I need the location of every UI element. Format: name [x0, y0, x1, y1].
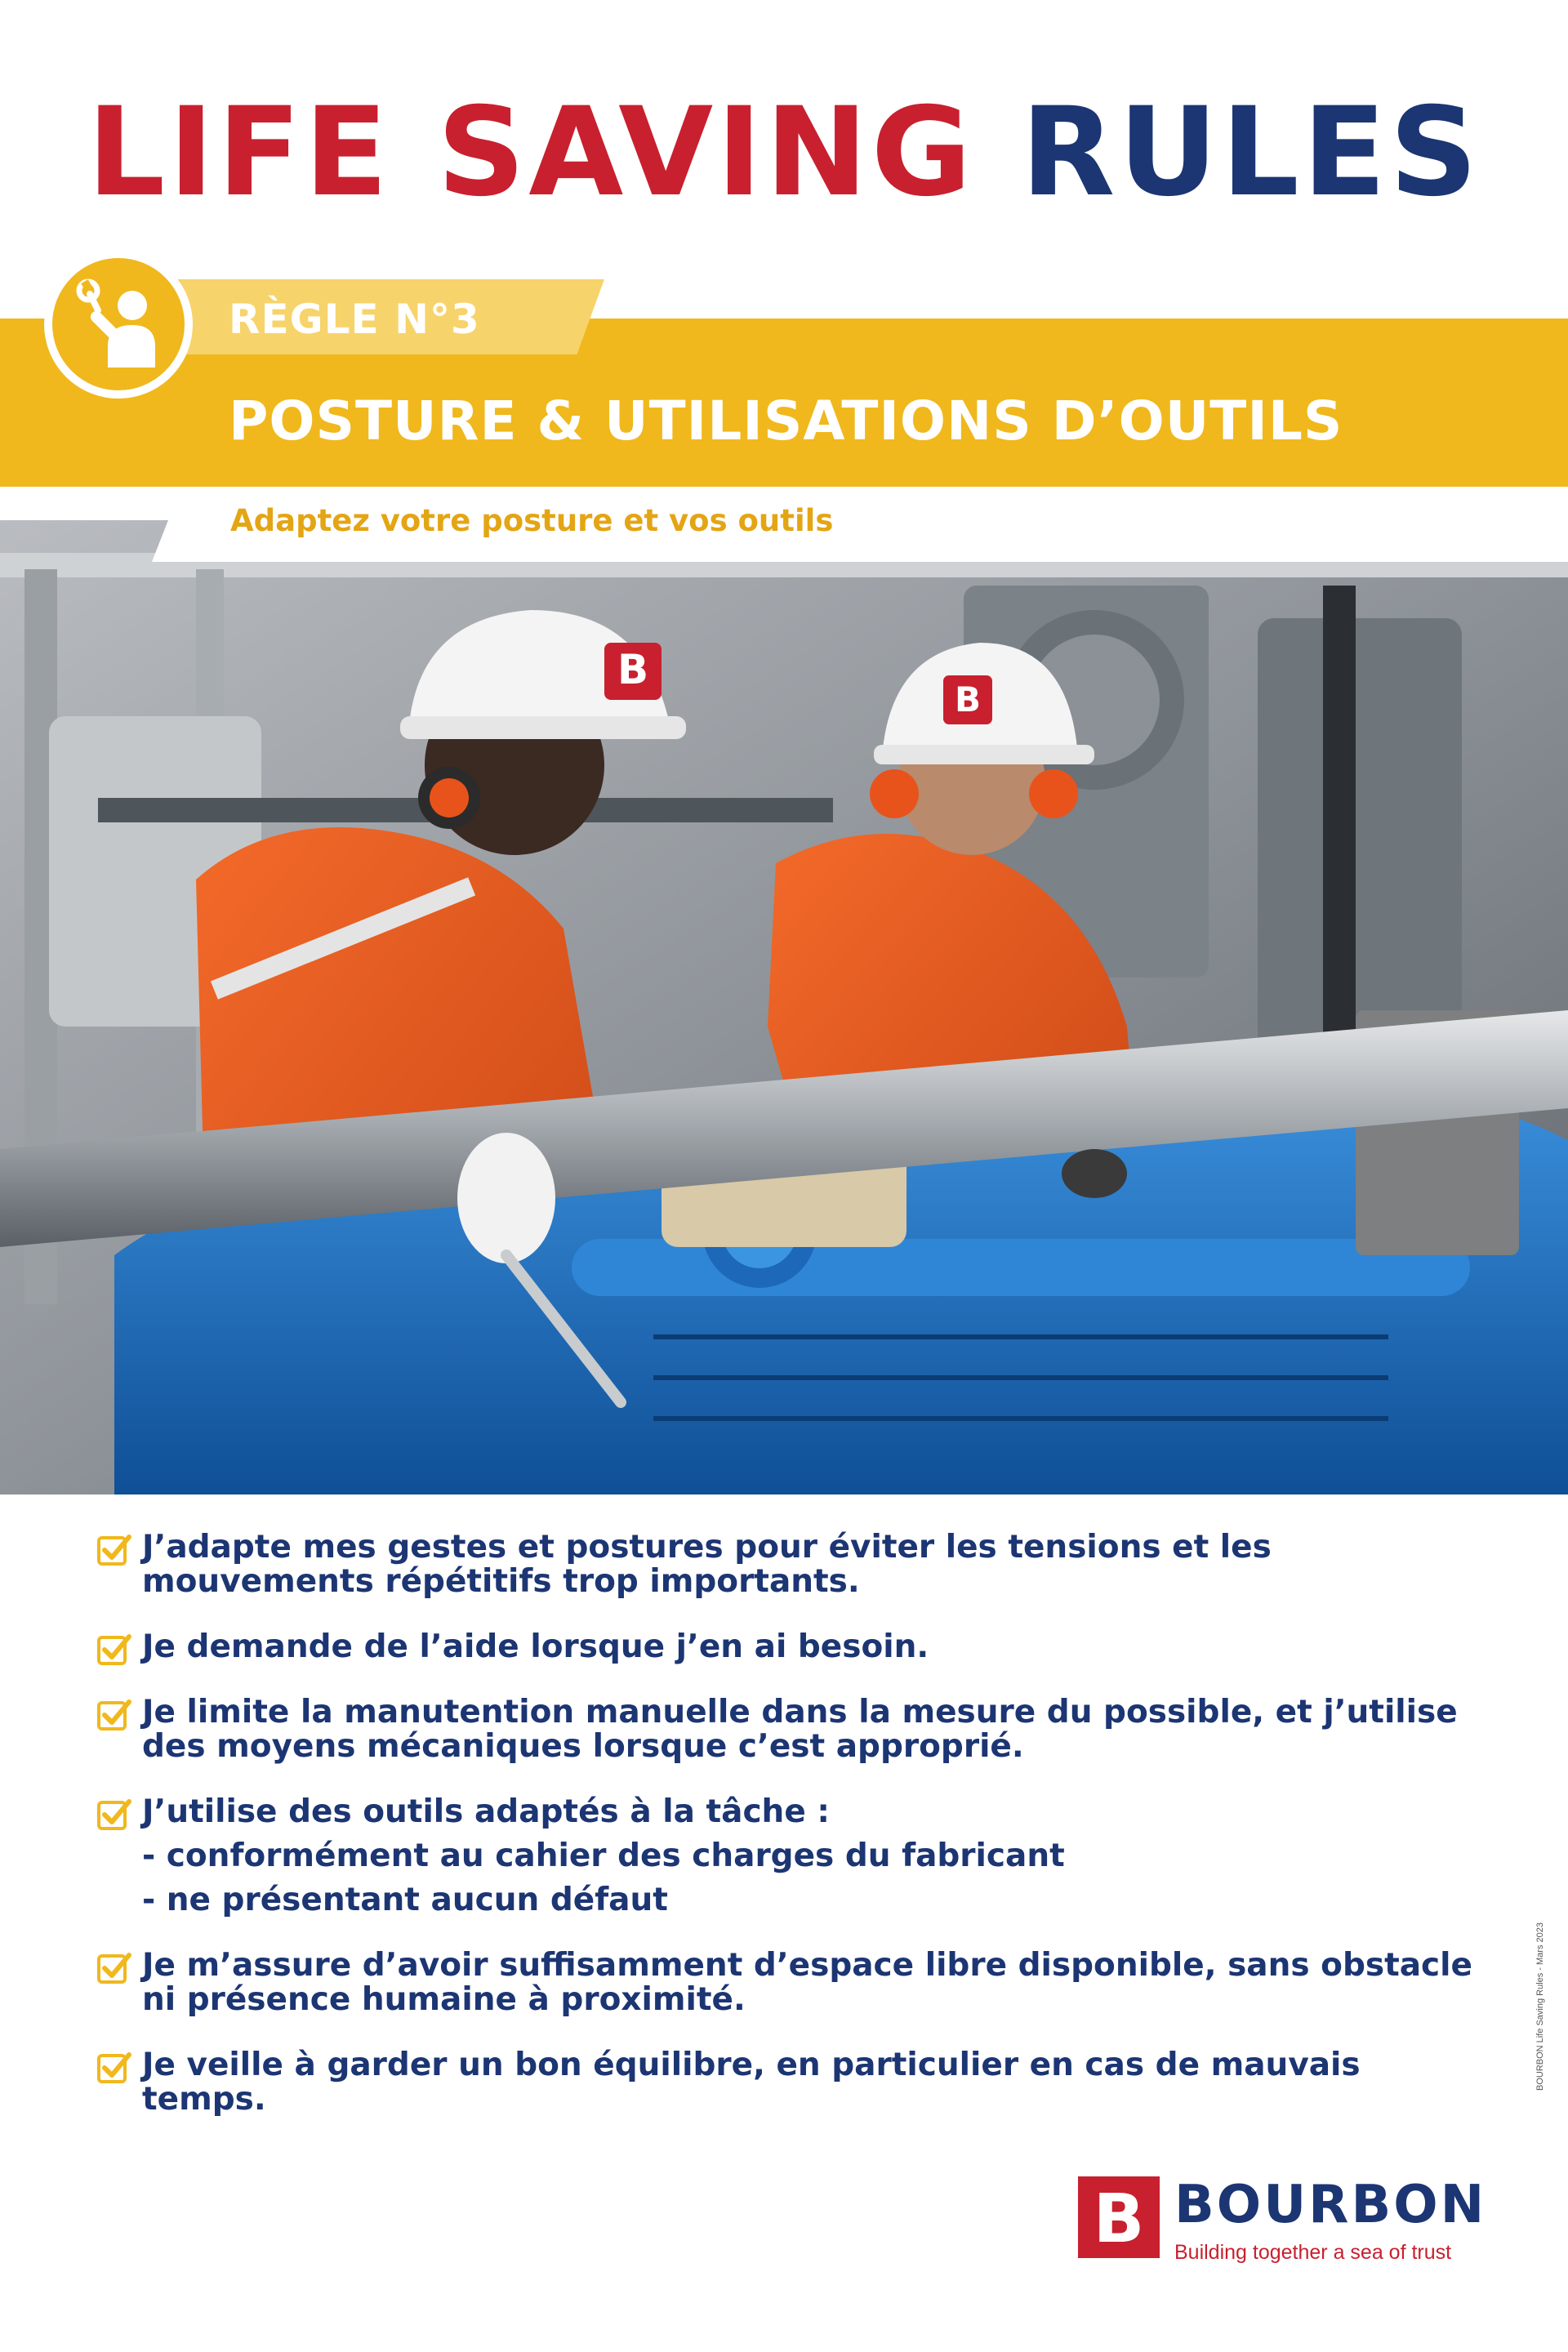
rule-number-label: RÈGLE N°3 — [229, 296, 480, 343]
rule-subitem: - ne présentant aucun défaut — [142, 1882, 668, 1918]
rule-item — [96, 1949, 1485, 2017]
check-icon — [96, 2050, 132, 2086]
rule-text: J’adapte mes gestes et postures pour éviter les tensions et les mouvements répétitifs trop importants. — [142, 1529, 1272, 1600]
poster-title — [0, 82, 1568, 224]
rule-text: Je demande de l’aide lorsque j’en ai besoin. — [142, 1628, 929, 1665]
title-rules: RULES — [1020, 82, 1481, 224]
check-icon — [96, 1632, 132, 1668]
worker-with-tool-icon — [44, 250, 193, 399]
svg-text:B: B — [954, 679, 982, 719]
rule-name: POSTURE & UTILISATIONS D’OUTILS — [229, 390, 1343, 452]
rule-text: Je limite la manutention manuelle dans la mesure du possible, et j’utilise des moyens mécaniques lorsque c’est approprié. — [142, 1694, 1458, 1765]
rule-item — [96, 1630, 1485, 1664]
rule-item — [96, 1695, 1485, 1764]
rule-text: J’utilise des outils adaptés à la tâche : — [142, 1793, 830, 1830]
rules-list — [96, 1530, 1485, 2148]
rule-tagline: Adaptez votre posture et vos outils — [230, 503, 834, 538]
company-name: BOURBON — [1174, 2175, 1487, 2235]
svg-text:B: B — [1093, 2180, 1145, 2258]
check-icon — [96, 1697, 132, 1733]
rule-item — [96, 1795, 1485, 1918]
check-icon — [96, 1797, 132, 1833]
document-reference: BOURBON Life Saving Rules - Mars 2023 — [1535, 1922, 1545, 2091]
engine-room-photo — [0, 520, 1568, 1494]
check-icon — [96, 1950, 132, 1986]
rule-text: Je veille à garder un bon équilibre, en particulier en cas de mauvais temps. — [142, 2047, 1361, 2118]
title-life-saving: LIFE SAVING — [87, 82, 975, 224]
rule-subitem: - conformément au cahier des charges du fabricant — [142, 1838, 1065, 1874]
company-tagline: Building together a sea of trust — [1174, 2241, 1452, 2264]
rule-item — [96, 1530, 1485, 1599]
rule-item — [96, 2048, 1485, 2117]
check-icon — [96, 1532, 132, 1568]
rule-text: Je m’assure d’avoir suffisamment d’espace libre disponible, sans obstacle ni présence humaine à proximité. — [142, 1947, 1472, 2018]
svg-text:B: B — [617, 646, 649, 693]
bourbon-logo-icon — [1078, 2176, 1160, 2258]
